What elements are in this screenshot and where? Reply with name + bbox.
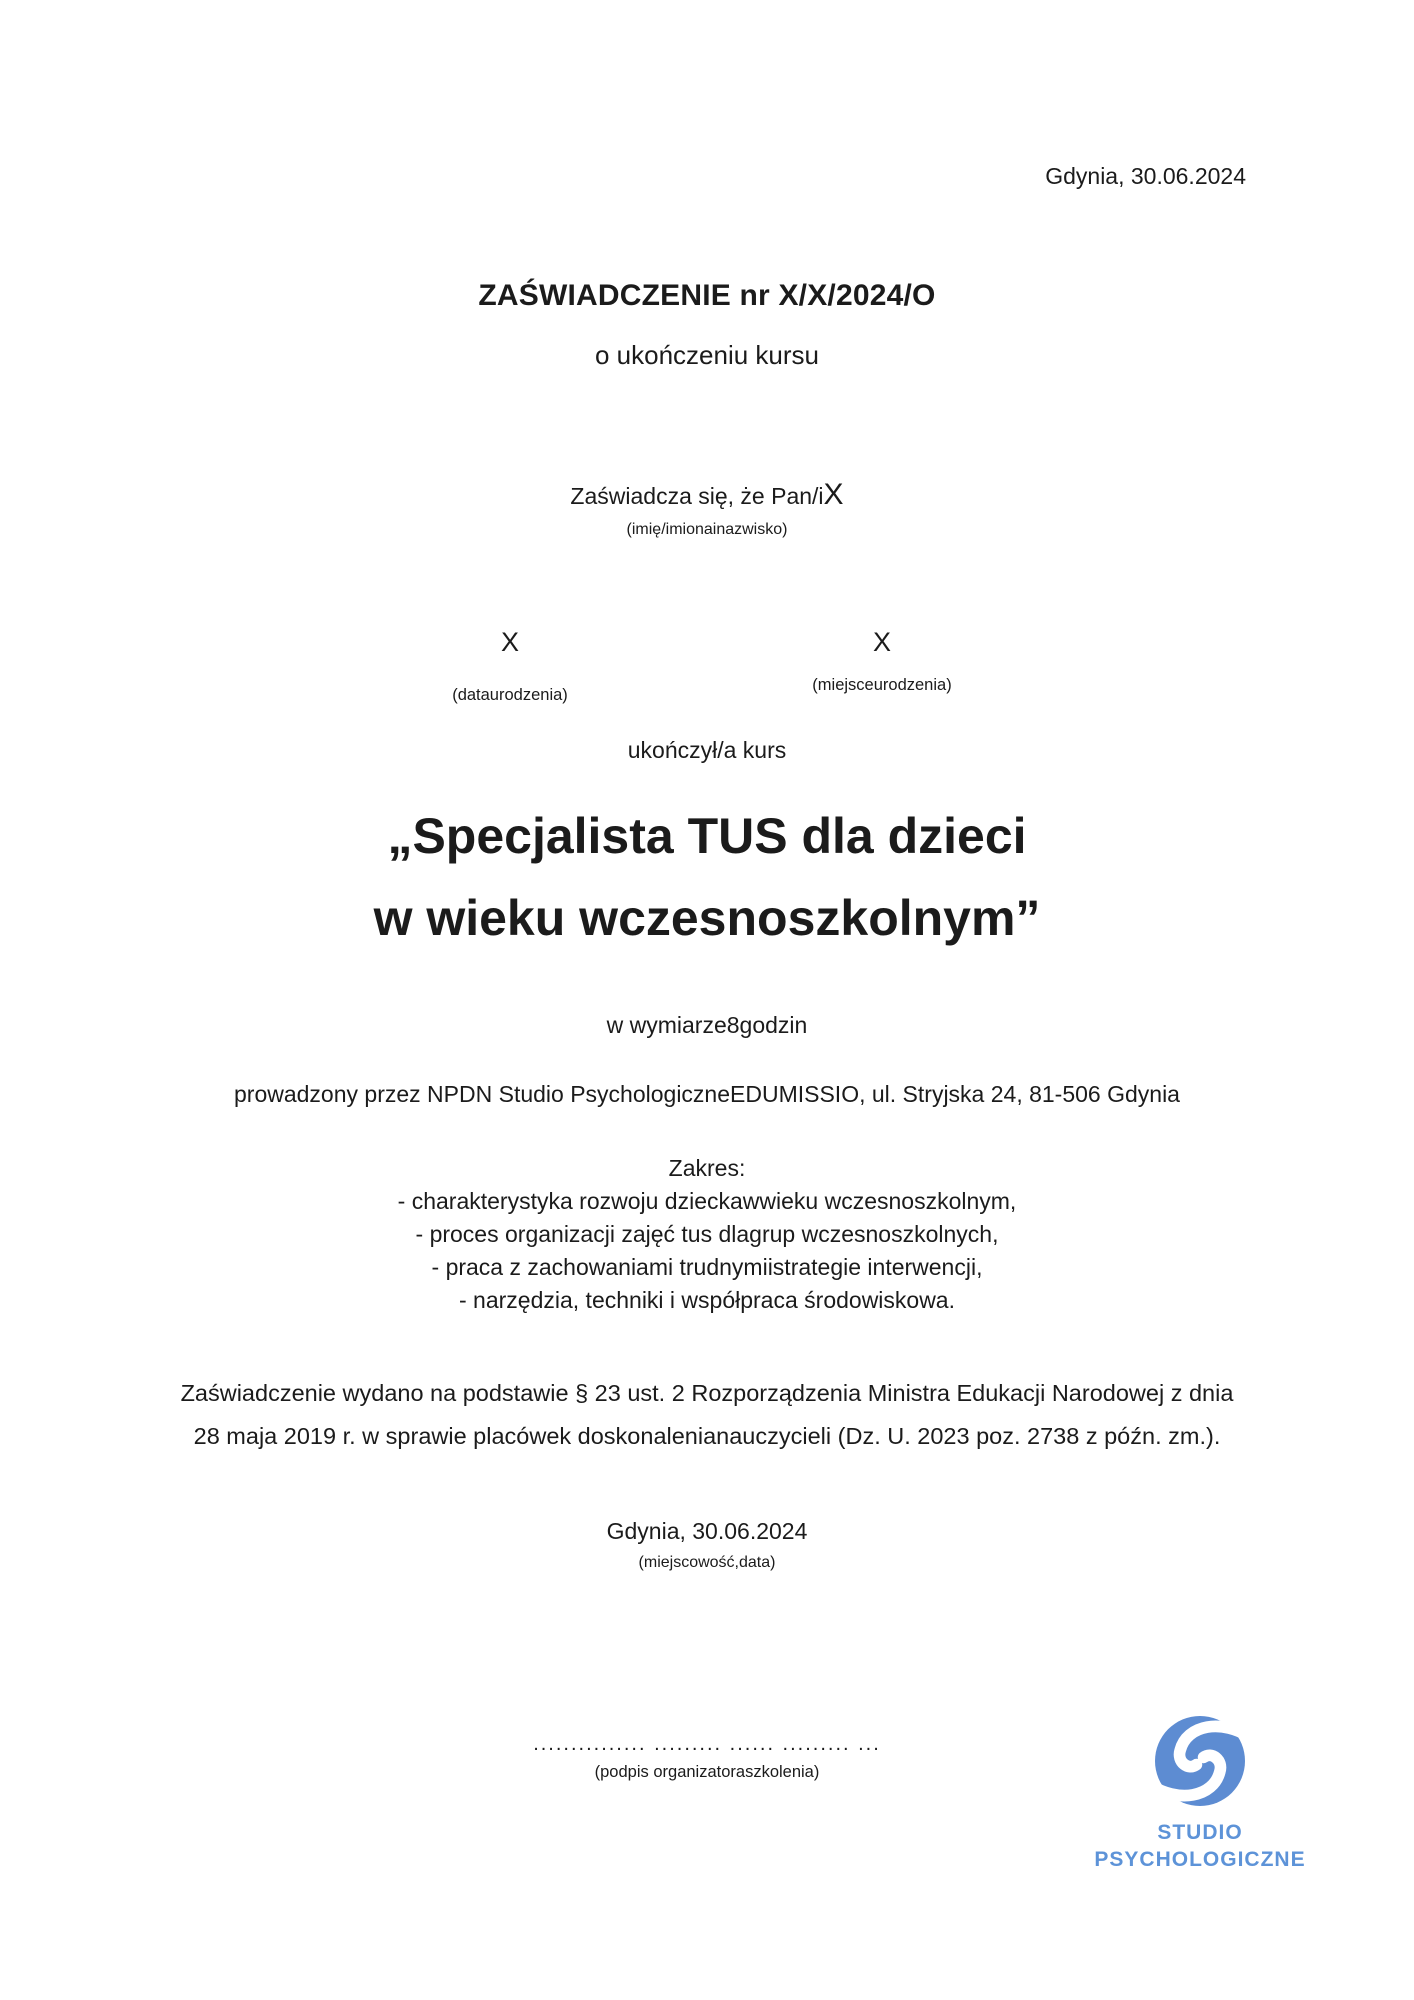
birth-date-hint: (dataurodzenia)	[452, 686, 568, 704]
certificate-subtitle: o ukończeniu kursu	[594, 340, 820, 370]
provider-line: prowadzony przez NPDN Studio PsychologiczneEDUMISSIO, ul. Stryjska 24, 81-506 Gdynia	[234, 1081, 1180, 1107]
studio-psychologiczne-logo	[1085, 1716, 1315, 1873]
signature-hint: (podpis organizatoraszkolenia)	[594, 1763, 820, 1781]
birth-date-field	[360, 626, 660, 705]
birth-place-field	[732, 626, 1032, 695]
signature-block	[407, 1733, 1007, 1782]
completed-line: ukończył/a kurs	[627, 737, 787, 763]
birth-place-hint: (miejsceurodzenia)	[812, 676, 952, 694]
certify-line	[0, 478, 1414, 512]
scope-heading: Zakres:	[668, 1155, 746, 1181]
birth-date-value: X	[500, 627, 519, 657]
logo-text-line1: STUDIO	[1157, 1821, 1243, 1844]
issue-block	[0, 1518, 1414, 1572]
name-hint: (imię/imionainazwisko)	[626, 521, 788, 538]
scope-item: - narzędzia, techniki i współpraca środowiskowa.	[459, 1287, 955, 1313]
scope-item: - proces organizacji zajęć tus dlagrup wczesnoszkolnych,	[415, 1221, 999, 1247]
course-title-line1: „Specjalista TUS dla dzieci	[387, 808, 1027, 864]
top-date: Gdynia, 30.06.2024	[1045, 163, 1246, 189]
issue-place-date: Gdynia, 30.06.2024	[606, 1518, 808, 1544]
logo-text	[1085, 1819, 1315, 1873]
course-title	[0, 795, 1414, 959]
hands-s-circle-icon	[1155, 1716, 1245, 1806]
signature-dots-line: ............... ......... ...... ......... ...	[533, 1733, 881, 1755]
birth-place-value: X	[872, 627, 891, 657]
scope-section	[0, 1152, 1414, 1317]
participant-name-value: X	[823, 478, 844, 511]
certify-prefix: Zaświadcza się, że Pan/i	[570, 483, 824, 509]
legal-line: 28 maja 2019 r. w sprawie placówek doskonalenianauczycieli (Dz. U. 2023 poz. 2738 z późn. zm.).	[193, 1423, 1221, 1449]
issue-hint: (miejscowość,data)	[638, 1554, 776, 1571]
course-title-line2: w wieku wczesnoszkolnym”	[373, 890, 1041, 946]
logo-text-line2: PSYCHOLOGICZNE	[1094, 1848, 1306, 1871]
legal-line: Zaświadczenie wydano na podstawie § 23 ust. 2 Rozporządzenia Ministra Edukacji Narodowej z dnia	[180, 1380, 1234, 1406]
scope-item: - charakterystyka rozwoju dzieckawwieku wczesnoszkolnym,	[397, 1188, 1017, 1214]
scope-item: - praca z zachowaniami trudnymiistrategie interwencji,	[431, 1254, 983, 1280]
legal-basis-text	[0, 1372, 1414, 1458]
certificate-title: ZAŚWIADCZENIE nr X/X/2024/O	[478, 279, 936, 312]
hours-line: w wymiarze8godzin	[606, 1012, 808, 1038]
